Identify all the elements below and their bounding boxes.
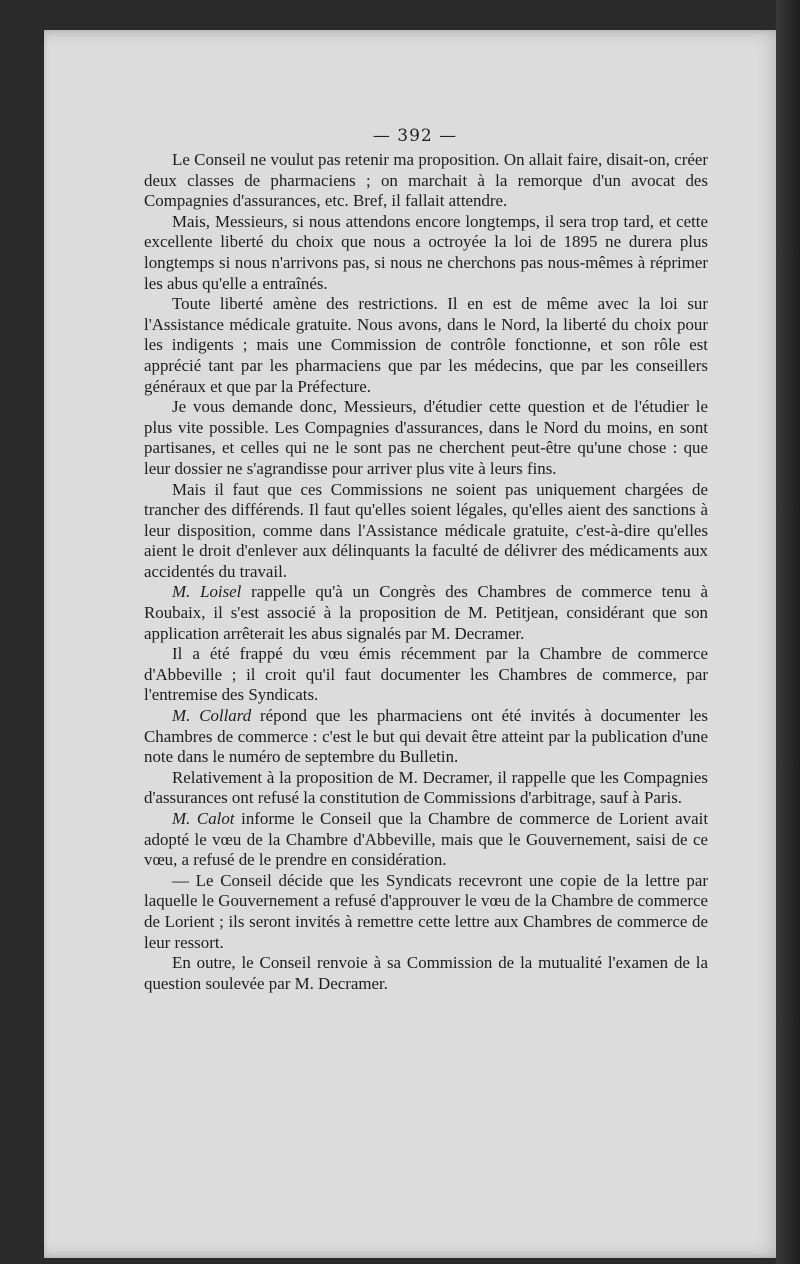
paragraph (144, 871, 708, 953)
speaker-name: M. Calot (172, 809, 235, 828)
paragraph (144, 480, 708, 583)
paragraph-text: Le Conseil ne voulut pas retenir ma proposition. On allait faire, disait-on, créer deux classes de pharmaciens ; on marchait à la remorque d'un avocat des Compagnies d'assurances, etc. Bref, il fallait attendre. (144, 150, 708, 211)
page-number: — 392 — (372, 126, 458, 146)
paragraph-text: Mais, Messieurs, si nous attendons encore longtemps, il sera trop tard, et cette excellente liberté du choix que nous a octroyée la loi de 1895 ne durera plus longtemps si nous n'arrivons pas, si nous ne cherchons pas nous-mêmes à réprimer les abus qu'elle a entraînés. (144, 211, 708, 293)
paragraph (144, 294, 708, 397)
paragraph-text: Il a été frappé du vœu émis récemment par la Chambre de commerce d'Abbeville ; il croit qu'il faut documenter les Chambres de commerce, par l'entremise des Syndicats. (144, 644, 708, 705)
paragraph (144, 582, 708, 644)
book-edge (776, 0, 800, 1264)
paragraph-text: rappelle qu'à un Congrès des Chambres de commerce tenu à Roubaix, il s'est associé à la proposition de M. Petitjean, considérant que son application arrêterait les abus signalés par M. Decramer. (144, 582, 709, 643)
paragraph (144, 768, 708, 809)
paragraph (144, 150, 708, 212)
paragraph (144, 212, 708, 294)
paragraph-text: informe le Conseil que la Chambre de commerce de Lorient avait adopté le vœu de la Chambre d'Abbeville, mais que le Gouvernement, saisi de ce vœu, a refusé de le prendre en considération. (144, 809, 709, 870)
document-page (44, 30, 786, 1258)
paragraph (144, 644, 708, 706)
paragraph-text: Relativement à la proposition de M. Decramer, il rappelle que les Compagnies d'assurances ont refusé la constitution de Commissions d'arbitrage, sauf à Paris. (144, 767, 708, 808)
paragraph (144, 706, 708, 768)
paragraph-text: — Le Conseil décide que les Syndicats recevront une copie de la lettre par laquelle le Gouvernement a refusé d'approuver le vœu de la Chambre de commerce de Lorient ; ils seront invités à remettre cette lettre aux Chambres de commerce de leur ressort. (144, 870, 708, 952)
paragraph (144, 397, 708, 479)
paragraph (144, 953, 708, 994)
paragraph-text: Toute liberté amène des restrictions. Il en est de même avec la loi sur l'Assistance médicale gratuite. Nous avons, dans le Nord, la liberté du choix pour les indigents ; mais une Commission de contrôle fonctionne, et son rôle est apprécié tant par les pharmaciens que par les médecins, que par les conseillers généraux et que par la Préfecture. (144, 294, 708, 396)
paragraph-text: Mais il faut que ces Commissions ne soient pas uniquement chargées de trancher des différends. Il faut qu'elles soient légales, qu'elles aient des sanctions à leur disposition, comme dans l'Assistance médicale gratuite, c'est-à-dire qu'elles aient le droit d'enlever aux délinquants la faculté de délivrer des médicaments aux accidentés du travail. (144, 479, 708, 581)
speaker-name: M. Loisel (172, 582, 242, 602)
speaker-name: M. Collard (172, 706, 252, 726)
body-text (144, 150, 708, 994)
paragraph-text: En outre, le Conseil renvoie à sa Commission de la mutualité l'examen de la question soulevée par M. Decramer. (144, 953, 708, 993)
paragraph (144, 809, 708, 871)
paragraph-text: Je vous demande donc, Messieurs, d'étudier cette question et de l'étudier le plus vite possible. Les Compagnies d'assurances, dans le Nord du moins, en sont partisanes, et celles qui ne le sont pas ne cherchent peut-être qu'une chose : que leur dossier ne s'agrandisse pour arriver plus vite à leurs fins. (144, 397, 708, 478)
paragraph-text: répond que les pharmaciens ont été invités à documenter les Chambres de commerce : c'est le but qui devait être atteint par la publication d'une note dans le numéro de septembre du Bulletin. (144, 706, 708, 767)
